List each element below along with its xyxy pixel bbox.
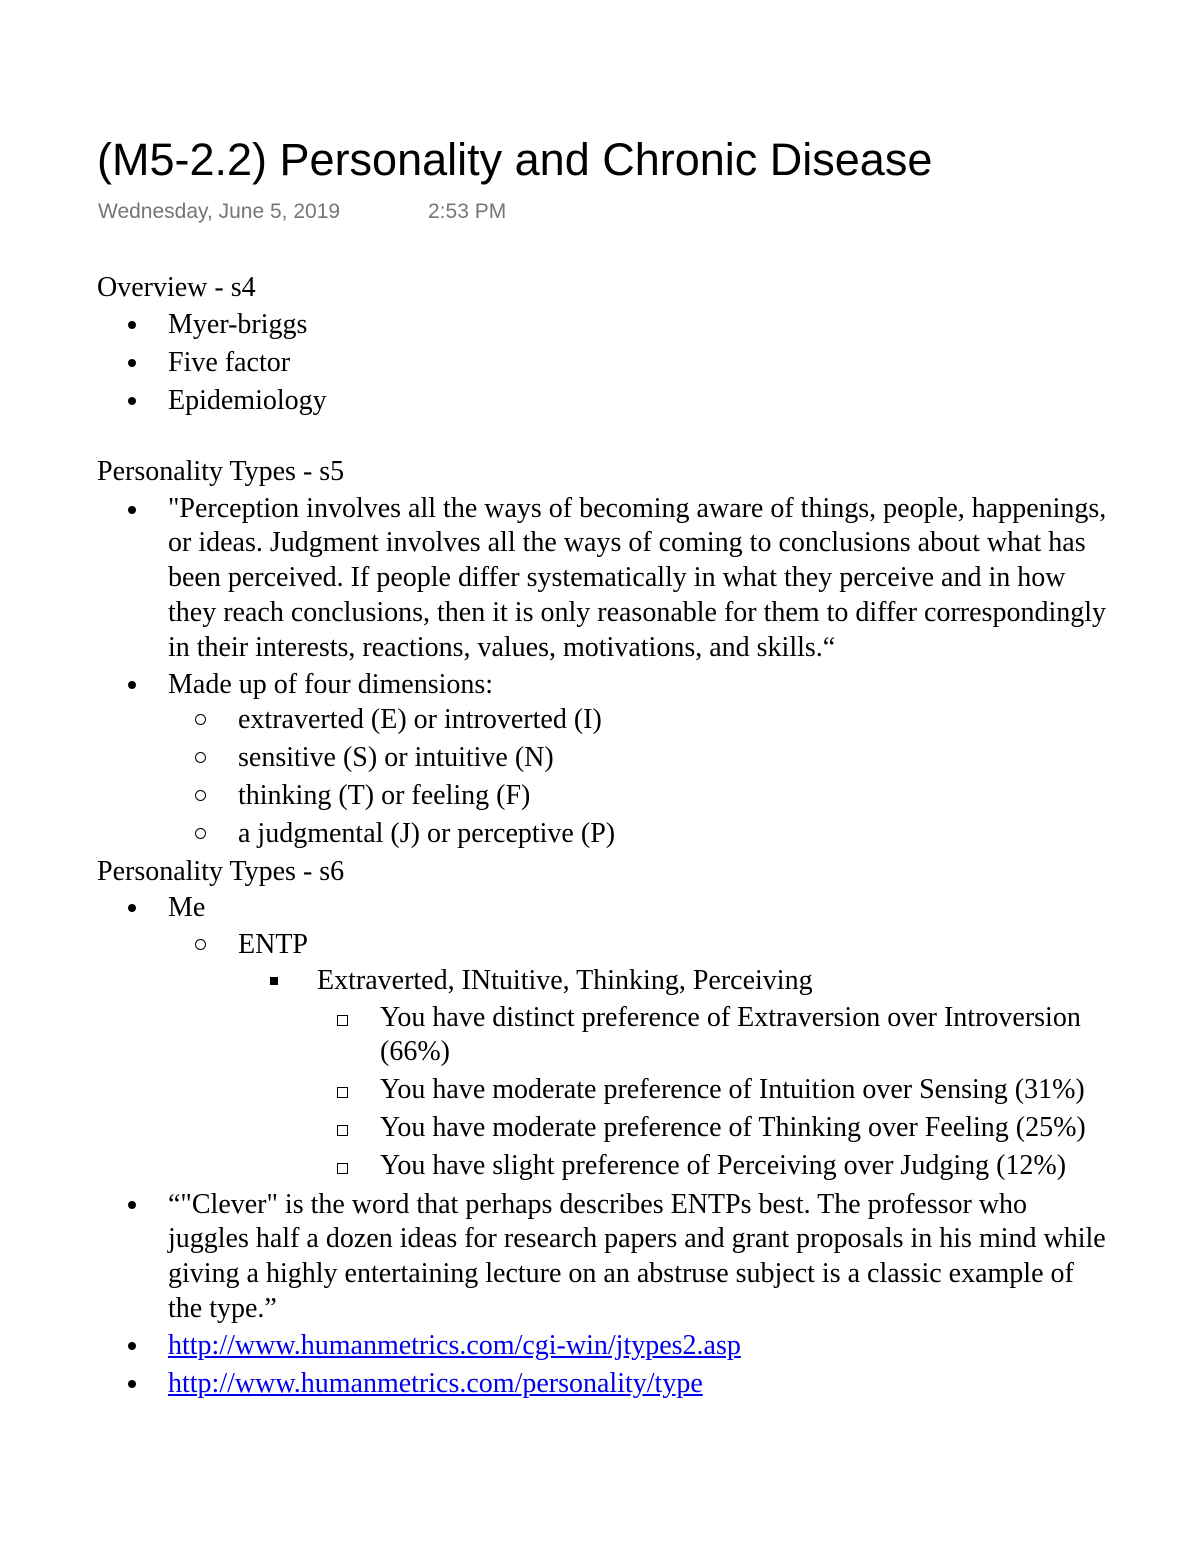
list-item: Five factor bbox=[168, 347, 291, 378]
section-heading-types-s6: Personality Types - s6 bbox=[97, 856, 345, 887]
disc-bullet-icon bbox=[128, 321, 136, 329]
disc-bullet-icon bbox=[128, 506, 136, 514]
list-item: You have moderate preference of Intuition over Sensing (31%) bbox=[380, 1074, 1085, 1105]
checkbox-bullet-icon bbox=[337, 1163, 348, 1174]
list-item: You have distinct preference of Extraversion over Introversion bbox=[380, 1002, 1081, 1033]
page-date: Wednesday, June 5, 2019 bbox=[98, 200, 341, 223]
list-item: You have moderate preference of Thinking over Feeling (25%) bbox=[380, 1112, 1086, 1143]
disc-bullet-icon bbox=[128, 359, 136, 367]
list-item: Epidemiology bbox=[168, 385, 327, 416]
list-item: Me bbox=[168, 892, 206, 923]
circle-bullet-icon bbox=[195, 714, 206, 725]
list-item: Made up of four dimensions: bbox=[168, 669, 494, 700]
list-item: Extraverted, INtuitive, Thinking, Perceiving bbox=[317, 965, 813, 996]
quote-line: been perceived. If people differ systematically in what they perceive and in how bbox=[168, 562, 1066, 593]
list-item: thinking (T) or feeling (F) bbox=[238, 780, 531, 811]
humanmetrics-personality-type-link[interactable]: http://www.humanmetrics.com/personality/type bbox=[168, 1368, 703, 1399]
quote-line: in their interests, reactions, values, motivations, and skills.“ bbox=[168, 632, 836, 663]
checkbox-bullet-icon bbox=[337, 1087, 348, 1098]
list-item: a judgmental (J) or perceptive (P) bbox=[238, 818, 616, 849]
list-item: sensitive (S) or intuitive (N) bbox=[238, 742, 554, 773]
disc-bullet-icon bbox=[128, 1380, 136, 1388]
list-item: You have slight preference of Perceiving over Judging (12%) bbox=[380, 1150, 1067, 1181]
quote-line: “"Clever" is the word that perhaps describes ENTPs best. The professor who bbox=[168, 1189, 1028, 1220]
quote-line: they reach conclusions, then it is only reasonable for them to differ correspondingly bbox=[168, 597, 1106, 628]
disc-bullet-icon bbox=[128, 904, 136, 912]
checkbox-bullet-icon bbox=[337, 1015, 348, 1026]
quote-line: or ideas. Judgment involves all the ways of coming to conclusions about what has bbox=[168, 527, 1086, 558]
quote-line: juggles half a dozen ideas for research papers and grant proposals in his mind while bbox=[168, 1223, 1106, 1254]
quote-line: giving a highly entertaining lecture on an abstruse subject is a classic example of bbox=[168, 1258, 1074, 1289]
list-item: (66%) bbox=[380, 1036, 450, 1067]
disc-bullet-icon bbox=[128, 1201, 136, 1209]
disc-bullet-icon bbox=[128, 1342, 136, 1350]
square-bullet-icon bbox=[270, 977, 278, 985]
list-item bbox=[168, 1367, 703, 1401]
disc-bullet-icon bbox=[128, 397, 136, 405]
section-heading-overview: Overview - s4 bbox=[97, 272, 256, 303]
page-time: 2:53 PM bbox=[428, 200, 507, 223]
section-heading-types-s5: Personality Types - s5 bbox=[97, 456, 345, 487]
circle-bullet-icon bbox=[195, 828, 206, 839]
list-item: Myer-briggs bbox=[168, 309, 308, 340]
circle-bullet-icon bbox=[195, 752, 206, 763]
list-item bbox=[168, 1329, 741, 1363]
checkbox-bullet-icon bbox=[337, 1125, 348, 1136]
humanmetrics-jtypes-link[interactable]: http://www.humanmetrics.com/cgi-win/jtypes2.asp bbox=[168, 1330, 741, 1361]
circle-bullet-icon bbox=[195, 939, 206, 950]
disc-bullet-icon bbox=[128, 681, 136, 689]
list-item: ENTP bbox=[238, 929, 308, 960]
circle-bullet-icon bbox=[195, 790, 206, 801]
quote-line: "Perception involves all the ways of becoming aware of things, people, happenings, bbox=[168, 493, 1107, 524]
page-title: (M5-2.2) Personality and Chronic Disease bbox=[97, 134, 933, 185]
quote-line: the type.” bbox=[168, 1293, 277, 1324]
list-item: extraverted (E) or introverted (I) bbox=[238, 704, 602, 735]
